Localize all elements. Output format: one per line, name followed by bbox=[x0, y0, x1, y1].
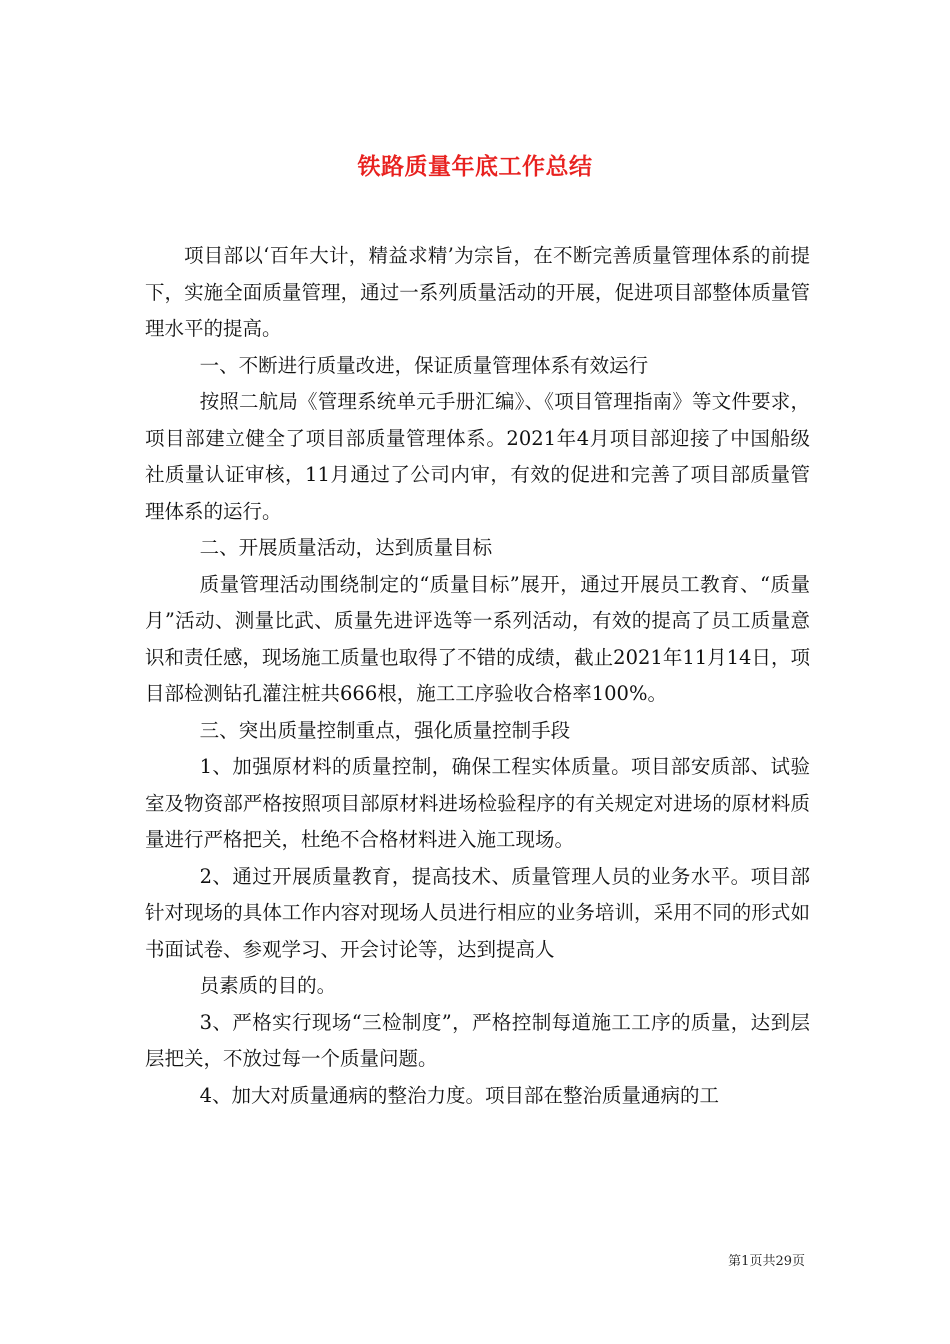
paragraph-section-1: 按照二航局《管理系统单元手册汇编》、《项目管理指南》等文件要求，项目部建立健全了项目部质量管理体系。2021年4月项目部迎接了中国船级社质量认证审核，11月通过了公司内审，有效的促进和完善了项目部质量管理体系的运行。 bbox=[145, 390, 810, 523]
list-item-2: 2、通过开展质量教育，提高技术、质量管理人员的业务水平。项目部针对现场的具体工作内容对现场人员进行相应的业务培训，采用不同的形式如书面试卷、参观学习、开会讨论等，达到提高人 bbox=[145, 864, 810, 961]
list-item-1: 1、加强原材料的质量控制，确保工程实体质量。项目部安质部、试验室及物资部严格按照项目部原材料进场检验程序的有关规定对进场的原材料质量进行严格把关，杜绝不合格材料进入施工现场。 bbox=[145, 755, 810, 851]
page-number: 第1页共29页 bbox=[728, 1254, 805, 1269]
document-body bbox=[145, 238, 810, 1114]
section-heading-1: 一、不断进行质量改进，保证质量管理体系有效运行 bbox=[199, 353, 649, 377]
paragraph-section-2: 质量管理活动围绕制定的“质量目标”展开，通过开展员工教育、“质量月”活动、测量比武、质量先进评选等一系列活动，有效的提高了员工质量意识和责任感，现场施工质量也取得了不错的成绩，截止2021年11月14日，项目部检测钻孔灌注桩共666根，施工工序验收合格率100%。 bbox=[145, 572, 810, 705]
list-item-4: 4、加大对质量通病的整治力度。项目部在整治质量通病的工 bbox=[199, 1083, 720, 1107]
list-item-2-continued: 员素质的目的。 bbox=[199, 974, 337, 997]
paragraph-intro: 项目部以‘百年大计，精益求精’为宗旨，在不断完善质量管理体系的前提下，实施全面质量管理，通过一系列质量活动的开展，促进项目部整体质量管理水平的提高。 bbox=[145, 244, 810, 340]
document-title: 铁路质量年底工作总结 bbox=[357, 153, 593, 181]
section-heading-3: 三、突出质量控制重点，强化质量控制手段 bbox=[199, 718, 571, 742]
section-heading-2: 二、开展质量活动，达到质量目标 bbox=[199, 536, 493, 559]
list-item-3: 3、严格实行现场“三检制度”，严格控制每道施工工序的质量，达到层层把关，不放过每一个质量问题。 bbox=[145, 1010, 810, 1070]
